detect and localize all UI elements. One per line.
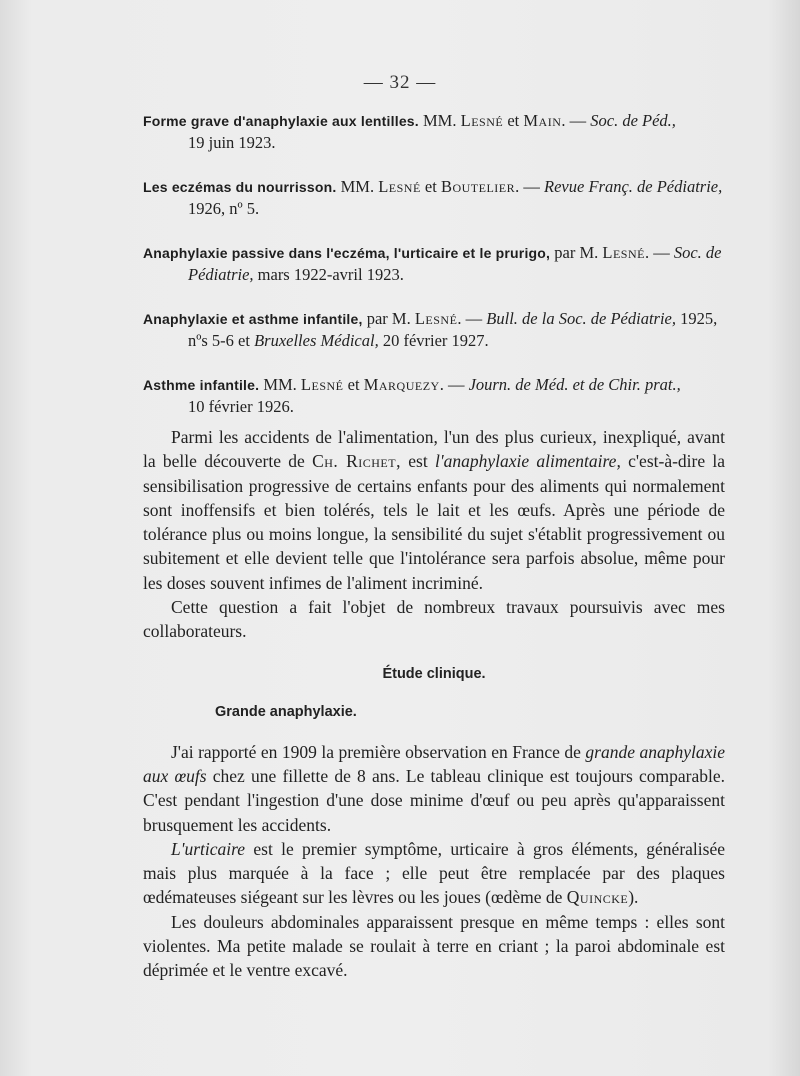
reference-journal: Bull. de la Soc. de Pédiatrie, (486, 309, 676, 328)
reference-title: Asthme infantile. (143, 377, 260, 393)
reference-title: Anaphylaxie et asthme infantile, (143, 311, 363, 327)
reference-title: Forme grave d'anaphylaxie aux lentilles. (143, 113, 419, 129)
paragraph: Parmi les accidents de l'alimentation, l'un des plus curieux, inexpliqué, avant la belle découverte de Ch. Richet, est l'anaphylaxie alimentaire, c'est-à-dire la sensibilisation progressive de certains enfants pour des aliments qui normalement sont inoffensifs et bien tolérés, tels le lait et les œufs. Après une période de tolérance plus ou moins longue, la sensibilité du sujet s'établit progressivement ou subitement et elle devient telle que l'intolérance sera parfois absolue, même pour les doses souvent infimes de l'aliment incriminé. (143, 427, 726, 593)
section-heading: Étude clinique. (382, 665, 486, 682)
reference-journal: Journ. de Méd. et de Chir. prat., (468, 375, 681, 394)
page-number: — 32 — (363, 72, 437, 93)
reference-date: 19 juin 1923. (188, 133, 276, 152)
reference-item: Forme grave d'anaphylaxie aux lentilles. MM. Lesné et Main. — Soc. de Péd., 19 juin 1923. (143, 111, 676, 152)
paragraph: Cette question a fait l'objet de nombreux travaux poursuivis avec mes collaborateurs. (143, 597, 725, 642)
reference-date: 20 février 1927. (382, 331, 489, 350)
reference-date: 10 février 1926. (188, 397, 294, 416)
reference-journal: Revue Franç. de Pédiatrie, (544, 177, 723, 196)
reference-item: Asthme infantile. MM. Lesné et Marquezy. — Journ. de Méd. et de Chir. prat., 10 février 1926. (143, 375, 681, 416)
reference-title: Anaphylaxie passive dans l'eczéma, l'urticaire et le prurigo, (143, 245, 551, 261)
reference-list (143, 110, 725, 440)
paragraph: L'urticaire est le premier symptôme, urticaire à gros éléments, généralisée mais plus marquée à la face ; elle peut être remplacée par des plaques œdémateuses siégeant sur les lèvres ou les joues (œdème de Quincke). (143, 838, 725, 908)
reference-item: Anaphylaxie et asthme infantile, par M. Lesné. — Bull. de la Soc. de Pédiatrie, 1925, nºs 5-6 et Bruxelles Médical, 20 février 1927. (143, 309, 718, 350)
reference-item: Les eczémas du nourrisson. MM. Lesné et Boutelier. — Revue Franç. de Pédiatrie, 1926, nº 5. (143, 177, 723, 218)
reference-date: 1926, nº 5. (188, 199, 260, 218)
reference-date: mars 1922-avril 1923. (257, 265, 404, 284)
subsection-heading: Grande anaphylaxie. (215, 703, 357, 720)
reference-journal: Soc. de Péd., (590, 111, 676, 130)
reference-title: Les eczémas du nourrisson. (143, 179, 337, 195)
paragraph: Les douleurs abdominales apparaissent presque en même temps : elles sont violentes. Ma petite malade se roulait à terre en criant ; la paroi abdominale est déprimée et le ventre excavé. (143, 911, 725, 981)
reference-journal: Soc. de (673, 243, 722, 262)
paragraph: J'ai rapporté en 1909 la première observation en France de grande anaphylaxie aux œufs chez une fillette de 8 ans. Le tableau clinique est toujours comparable. C'est pendant l'ingestion d'une dose minime d'œuf ou peu après qu'apparaissent brusquement les accidents. (143, 741, 725, 835)
reference-item: Anaphylaxie passive dans l'eczéma, l'urticaire et le prurigo, par M. Lesné. — Soc. de Pédiatrie, mars 1922-avril 1923. (143, 243, 722, 284)
body-text (143, 425, 725, 983)
